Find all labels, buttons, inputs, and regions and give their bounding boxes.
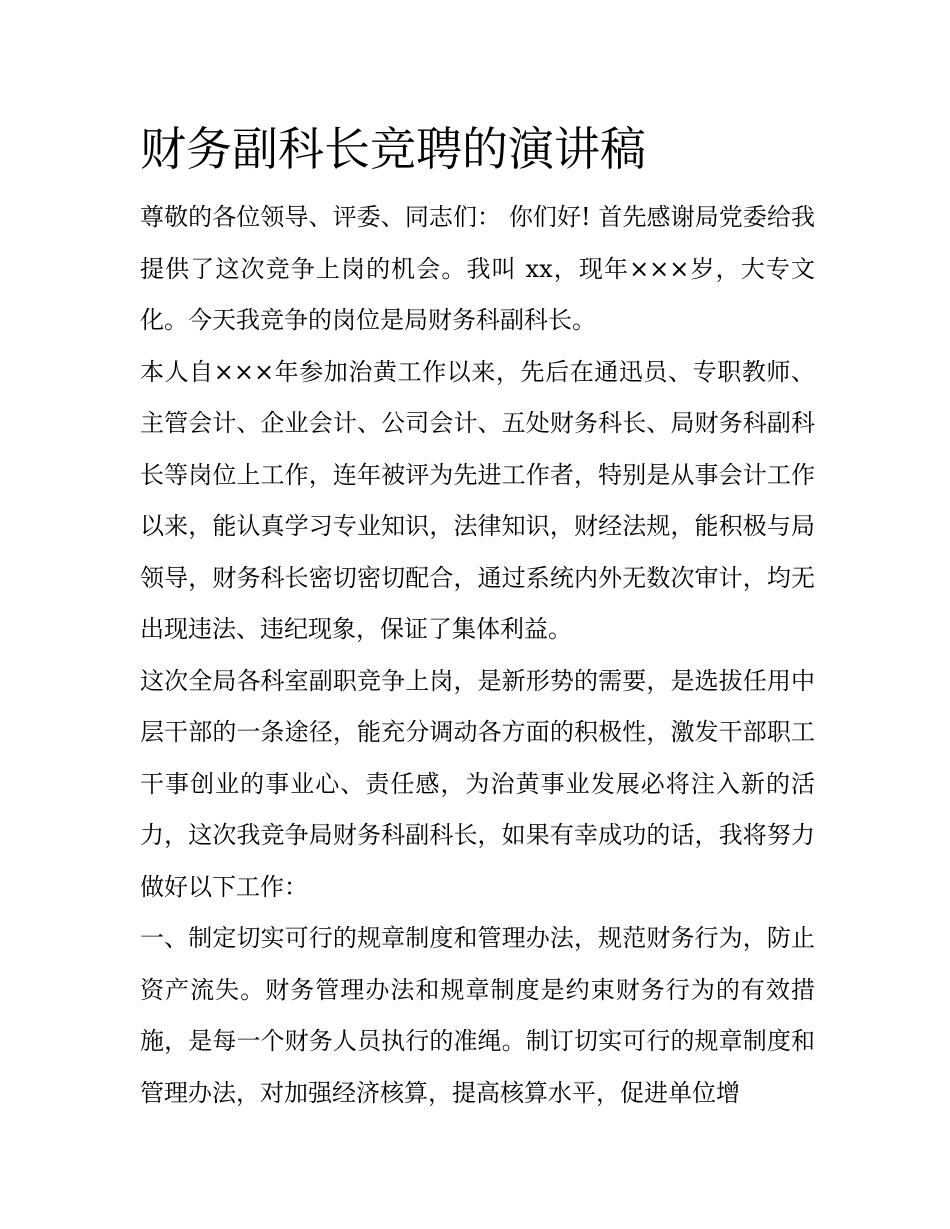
- document-body: [140, 118, 815, 1119]
- paragraph-background: 本人自×××年参加治黄工作以来，先后在通迅员、专职教师、主管会计、企业会计、公司会计、五处财务科长、局财务科副科长等岗位上工作，连年被评为先进工作者，特别是从事会计工作以来，能认真学习专业知识，法律知识，财经法规，能积极与局领导，财务科长密切密切配合，通过系统内外无数次审计，均无出现违法、违纪现象，保证了集体利益。: [140, 357, 815, 643]
- paragraph-plan-one: 一、制定切实可行的规章制度和管理办法，规范财务行为，防止资产流失。财务管理办法和规章制度是约束财务行为的有效措施，是每一个财务人员执行的准绳。制订切实可行的规章制度和管理办法，对加强经济核算，提高核算水平，促进单位增: [140, 924, 815, 1107]
- document-title: 财务副科长竞聘的演讲稿: [140, 122, 646, 176]
- paragraph-greeting: 尊敬的各位领导、评委、同志们： 你们好! 首先感谢局党委给我提供了这次竞争上岗的机会。我叫 xx，现年×××岁，大专文化。今天我竞争的岗位是局财务科副科长。: [140, 203, 815, 334]
- paragraph-motivation: 这次全局各科室副职竞争上岗，是新形势的需要，是选拔任用中层干部的一条途径，能充分调动各方面的积极性，激发干部职工干事创业的事业心、责任感，为治黄事业发展必将注入新的活力，这次我竞争局财务科副科长，如果有幸成功的话，我将努力做好以下工作：: [140, 666, 815, 901]
